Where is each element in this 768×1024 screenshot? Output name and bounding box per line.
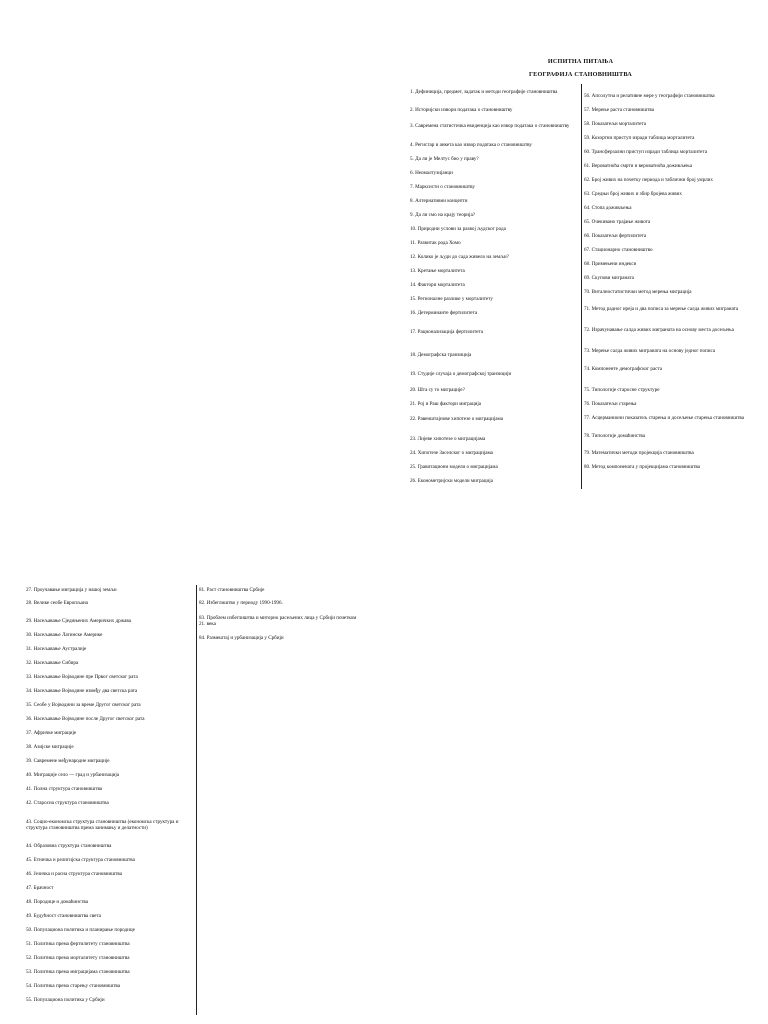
question-item: 84. Размештај и урбанизација у Србији xyxy=(199,635,284,642)
page-title: ИСПИТНА ПИТАЊА xyxy=(547,58,614,65)
question-item: 25. Гравитациони модели о миграцијама xyxy=(410,463,498,470)
question-item: 44. Образовна структура становништва xyxy=(26,843,112,850)
question-item: 22. Равенштајнове хипотезе о миграцијама xyxy=(410,415,503,422)
question-item: 80. Метод компонената у пројекцијама становништва xyxy=(584,463,700,470)
question-item: 79. Математички методи пројекција становништва xyxy=(584,449,694,456)
question-item: 69. Скупови миграната xyxy=(584,274,634,281)
question-item: 58. Показатељи морталитета xyxy=(584,120,647,127)
question-item: 19. Студије случаја о демографској транзицији xyxy=(410,371,512,378)
question-item: 65. Очекивано трајање живота xyxy=(584,218,651,225)
question-item: 57. Мерење раста становништва xyxy=(584,106,654,113)
question-item: 61. Вероватноћа смрти и вероватноћа доживљења xyxy=(584,162,692,169)
question-item: 56. Апсолутна и релативне мере у географији становништва xyxy=(584,92,715,99)
page-subtitle: ГЕОГРАФИЈА СТАНОВНИШТВА xyxy=(529,71,632,78)
question-item: 1. Дефиниција, предмет, задатак и методи географије становништва xyxy=(410,88,558,95)
question-item: 66. Показатељи фертилитета xyxy=(584,232,647,239)
question-item: 27. Проучавање миграција у нашој земљи xyxy=(26,587,117,594)
question-item: 29. Насељавање Сједињених Америчких држава xyxy=(26,618,132,625)
question-item: 38. Азијске миграције xyxy=(26,744,74,751)
left-column xyxy=(26,585,194,1015)
question-item: 73. Мерење салда живих миграната на основу једног пописа xyxy=(584,348,716,355)
question-item: 71. Метод радног иреја и два пописа за мерење салда живих миграната xyxy=(584,306,739,313)
question-item: 24. Хипотезе Заселског о миграцијама xyxy=(410,449,493,456)
question-item: 68. Примењени индекси xyxy=(584,260,637,267)
right-column xyxy=(584,84,753,489)
question-item: 28. Велике сеобе Европљана xyxy=(26,600,88,607)
question-item: 64. Стопа доживљења xyxy=(584,204,632,211)
question-item: 48. Породице и домаћинства xyxy=(26,899,88,906)
question-item: 67. Стационарно становништво xyxy=(584,246,653,253)
question-item: 5. Да ли је Мелтус био у праву? xyxy=(410,155,479,162)
question-item: 6. Неомалтузијанци xyxy=(410,169,453,176)
question-item: 62. Број живих на почетку периода и таблични број умрлих xyxy=(584,176,713,183)
question-item: 16. Детерминанте фертилитета xyxy=(410,309,478,316)
question-item: 51. Политика према фертилитету становништва xyxy=(26,941,130,948)
column-divider xyxy=(196,585,197,1015)
question-item: 41. Полна структура становништва xyxy=(26,786,103,793)
question-item: 50. Популациона политика и планирање породице xyxy=(26,927,135,934)
question-item: 45. Етничка и религијска структура становништва xyxy=(26,857,135,864)
question-item: 26. Економетријски модели миграција xyxy=(410,477,493,484)
question-item: 3. Савремена статистичка евиденција као извор података о становништву xyxy=(410,122,570,129)
question-item: 82. Избеглиштво у периоду 1990-1996. xyxy=(199,600,283,607)
question-item: 39. Савремене међународне миграције xyxy=(26,758,110,765)
question-item: 81. Раст становништва Србије xyxy=(199,587,265,594)
question-item: 43. Социо-економска структура становништва (економска структура и структура становништва према занимању и делатности) xyxy=(26,818,179,831)
question-item: 13. Кретање морталитета xyxy=(410,267,465,274)
question-item: 54. Политика према старењу становништва xyxy=(26,983,121,990)
question-item: 4. Регистар и анкета као извор података о становништву xyxy=(410,141,532,148)
question-item: 70. Виталностатистички метод мерења миграција xyxy=(584,288,692,295)
question-item: 77. Асцерманиони показатељ старења и досељење старења становништва xyxy=(584,414,745,421)
question-item: 46. Језичка и расна структура становништва xyxy=(26,871,122,878)
question-item: 11. Развитак рода Хомо xyxy=(410,239,461,246)
question-item: 18. Демографска транзиција xyxy=(410,351,472,358)
question-item: 34. Насељавање Војводине између два светска рата xyxy=(26,688,138,695)
question-item: 37. Афричке миграције xyxy=(26,730,77,737)
question-item: 53. Политика према миграцијама становништва xyxy=(26,969,130,976)
question-item: 31. Насељавање Аустралије xyxy=(26,646,87,653)
question-item: 72. Израчунавање салда живих миграната на основу места досељења xyxy=(584,327,734,334)
question-item: 47. Брачност xyxy=(26,885,54,892)
question-item: 74. Компоненте демографског раста xyxy=(584,365,663,372)
question-item: 52. Политика према морталитету становништва xyxy=(26,955,130,962)
question-item: 75. Типологије старосне структуре xyxy=(584,386,660,393)
question-item: 8. Алтернативни концепти xyxy=(410,197,468,204)
question-item: 40. Миграције село — град и урбанизација xyxy=(26,772,120,779)
question-item: 76. Показатељи старења xyxy=(584,400,637,407)
question-item: 33. Насељавање Војводине пре Првог светског рата xyxy=(26,674,138,681)
question-item: 78. Типологије домаћинства xyxy=(584,433,645,440)
question-item: 9. Да ли смо на крају теорија? xyxy=(410,211,475,218)
question-item: 10. Природни услови за развој људског рода xyxy=(410,225,506,232)
left-column xyxy=(410,84,578,489)
question-item: 2. Историјски извори података о становништву xyxy=(410,106,513,113)
question-item: 30. Насељавање Латинске Америке xyxy=(26,632,103,639)
question-item: 23. Лијеве хипотезе о миграцијама xyxy=(410,435,486,442)
question-item: 17. Рационализација фертилитета xyxy=(410,328,484,335)
question-item: 12. Колико је људи до сада живело на земљи? xyxy=(410,253,509,260)
question-item: 55. Популациона политика у Србији xyxy=(26,997,105,1004)
question-item: 42. Старосна структура становништва xyxy=(26,800,109,807)
question-item: 35. Сеобе у Војводини за време Другог светског рата xyxy=(26,702,141,709)
question-item: 36. Насељавање Војводине после Другог светског рата xyxy=(26,716,145,723)
questions-table-top xyxy=(408,84,753,489)
question-item: 83. Проблем избеглиштва и миторно расељених лица у Србији почетком 21. века xyxy=(199,614,357,627)
question-item: 15. Регионалне разлике у морталитету xyxy=(410,295,493,302)
right-column xyxy=(199,585,357,1015)
question-item: 7. Марксисти о становништву xyxy=(410,183,475,190)
question-item: 14. Фактори морталитета xyxy=(410,281,465,288)
question-item: 59. Кохортни приступ изради таблица морталитета xyxy=(584,134,695,141)
question-item: 20. Шта су то миграције? xyxy=(410,386,465,393)
question-item: 32. Насељавање Сибира xyxy=(26,660,79,667)
column-divider xyxy=(581,84,582,489)
question-item: 60. Трансферзални приступ изради таблица морталитета xyxy=(584,148,707,155)
questions-table-bottom xyxy=(22,585,357,1015)
question-item: 49. Будућност становништва света xyxy=(26,913,101,920)
question-item: 63. Средњи број живих и збир бројева живих xyxy=(584,190,682,197)
question-item: 21. Рој и Раш фактори миграција xyxy=(410,400,482,407)
